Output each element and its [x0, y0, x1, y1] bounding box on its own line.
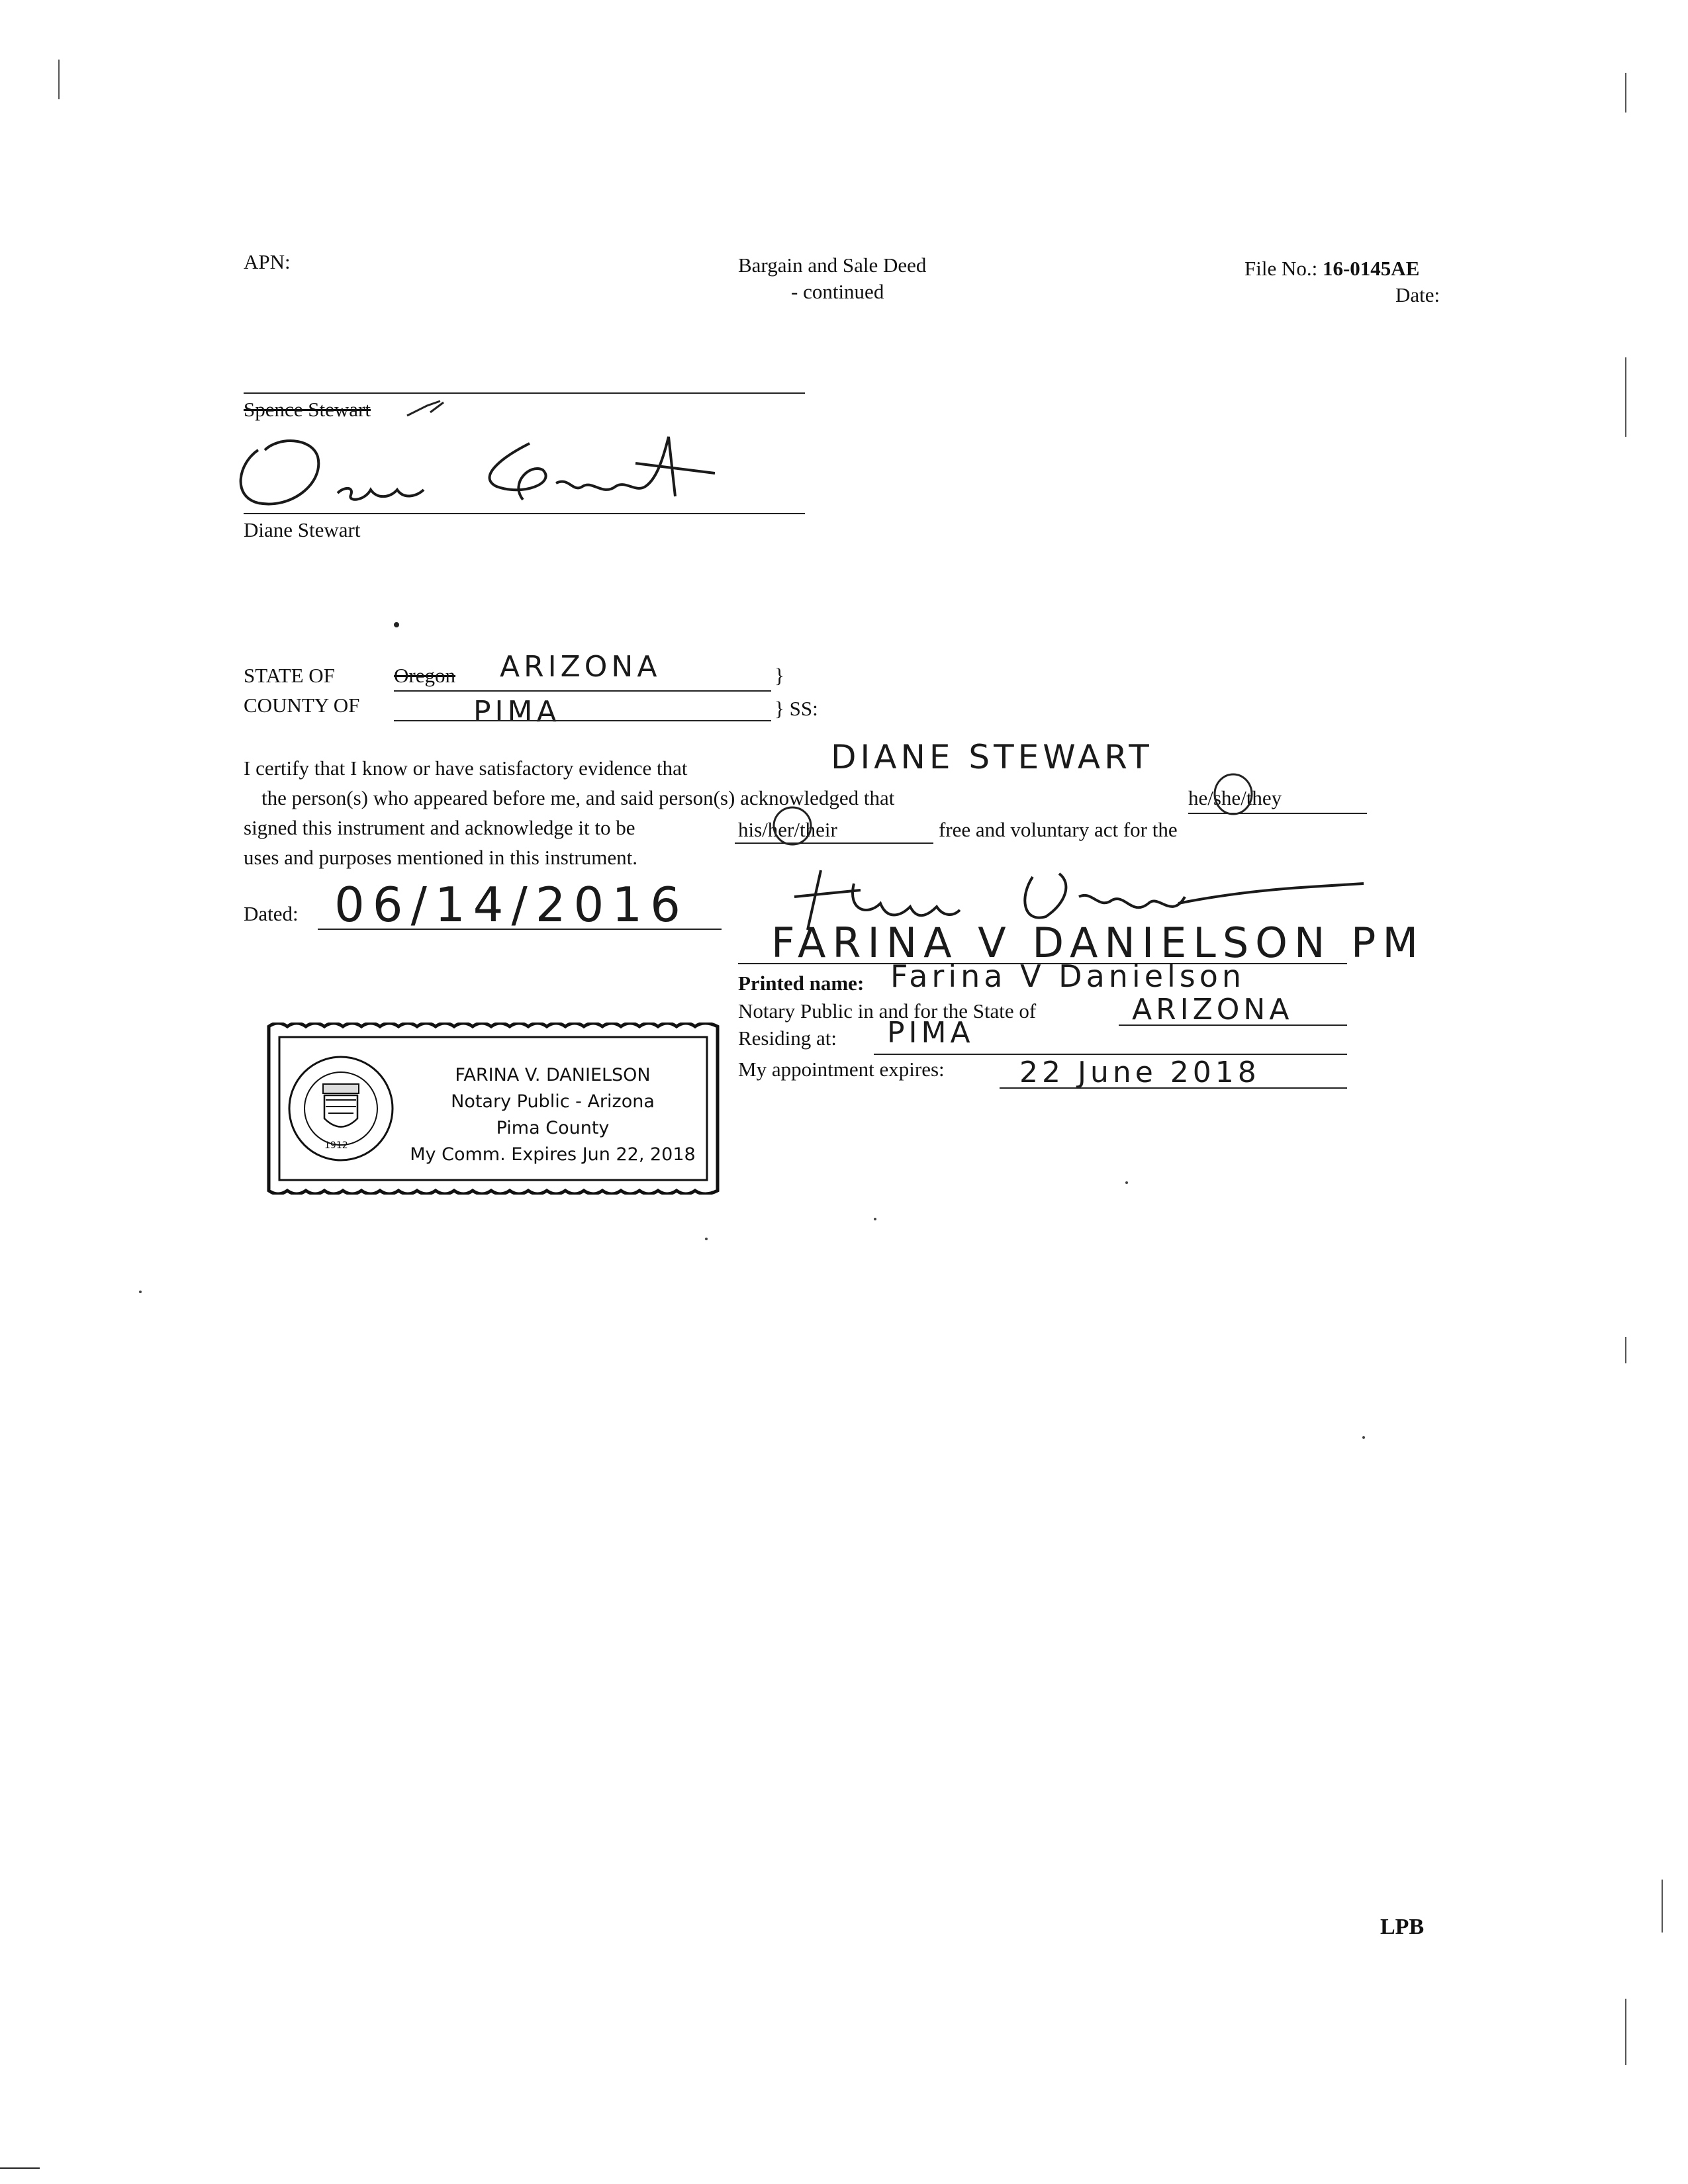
county-handwritten: PIMA — [473, 695, 561, 729]
notary-state-label: Notary Public in and for the State of — [738, 999, 1037, 1023]
ack-line-2: the person(s) who appeared before me, and said person(s) acknowledged that — [261, 786, 895, 809]
circle-mark-she — [1210, 771, 1256, 817]
stamp-name: FARINA V. DANIELSON — [455, 1065, 651, 1085]
speck — [394, 622, 399, 627]
residing-label: Residing at: — [738, 1026, 837, 1050]
file-number-value: 16-0145AE — [1322, 257, 1420, 280]
diane-stewart-signature — [212, 424, 715, 523]
residing-value: PIMA — [887, 1016, 974, 1050]
scan-mark — [1625, 357, 1626, 437]
scan-mark — [1625, 1999, 1626, 2065]
dated-value: 06/14/2016 — [334, 877, 688, 933]
notary-printed-handwritten: FARINA V DANIELSON PM — [771, 919, 1425, 967]
county-label: COUNTY OF — [244, 694, 360, 717]
document-title: Bargain and Sale Deed — [738, 253, 927, 277]
signature-line-1 — [244, 392, 805, 394]
pronoun-2-line — [735, 842, 933, 844]
state-line — [394, 690, 771, 692]
document-subtitle: - continued — [791, 280, 884, 303]
speck — [1125, 1181, 1128, 1184]
ack-line-3b: free and voluntary act for the — [939, 818, 1178, 841]
printed-name-value: Farina V Danielson — [890, 958, 1246, 994]
stamp-title: Notary Public - Arizona — [451, 1091, 655, 1112]
notary-stamp — [265, 1023, 722, 1195]
speck — [705, 1238, 708, 1240]
ack-line-1: I certify that I know or have satisfactory evidence that — [244, 756, 688, 780]
pronoun-1: he/she/they — [1188, 786, 1282, 809]
circle-mark-her — [769, 804, 816, 847]
dated-line — [318, 929, 722, 930]
footer-initials: LPB — [1380, 1915, 1425, 1939]
scan-mark — [58, 60, 60, 99]
scan-mark — [1662, 1880, 1663, 1933]
notary-state-line — [1119, 1024, 1347, 1026]
stamp-expires: My Comm. Expires Jun 22, 2018 — [410, 1144, 696, 1165]
signature-line-2 — [244, 513, 805, 514]
grantor2-name: Diane Stewart — [244, 518, 361, 541]
ack-person-handwritten: DIANE STEWART — [831, 738, 1153, 776]
grantor1-name: Spence Stewart — [244, 398, 371, 421]
seal-year: 1912 — [324, 1140, 348, 1151]
ss-label: } SS: — [774, 697, 818, 720]
notary-state-value: ARIZONA — [1132, 993, 1293, 1026]
expires-label: My appointment expires: — [738, 1058, 945, 1081]
state-printed: Oregon — [394, 664, 455, 687]
state-brace: } — [774, 664, 784, 687]
expires-value: 22 June 2018 — [1019, 1056, 1260, 1089]
pronoun-1-line — [1188, 813, 1367, 814]
apn-label: APN: — [244, 250, 291, 273]
stamp-county: Pima County — [496, 1118, 610, 1138]
printed-name-label: Printed name: — [738, 972, 865, 995]
speck — [1362, 1436, 1365, 1439]
file-number-label: File No.: — [1244, 257, 1318, 280]
ack-line-4: uses and purposes mentioned in this instrument. — [244, 846, 637, 869]
file-number — [1244, 258, 1419, 279]
expires-line — [1000, 1087, 1347, 1089]
speck — [139, 1291, 142, 1293]
speck — [874, 1218, 876, 1220]
ack-line-3a: signed this instrument and acknowledge it to be — [244, 816, 635, 839]
checkmark-icon — [404, 396, 450, 422]
residing-line — [874, 1054, 1347, 1055]
state-label: STATE OF — [244, 664, 335, 687]
scan-edge-line — [0, 2167, 40, 2169]
state-handwritten: ARIZONA — [500, 650, 661, 684]
scan-mark — [1625, 1337, 1626, 1363]
scan-mark — [1625, 73, 1626, 113]
county-line — [394, 720, 771, 721]
dated-label: Dated: — [244, 902, 299, 925]
date-label: Date: — [1395, 283, 1440, 306]
pronoun-2: his/her/their — [738, 818, 837, 841]
